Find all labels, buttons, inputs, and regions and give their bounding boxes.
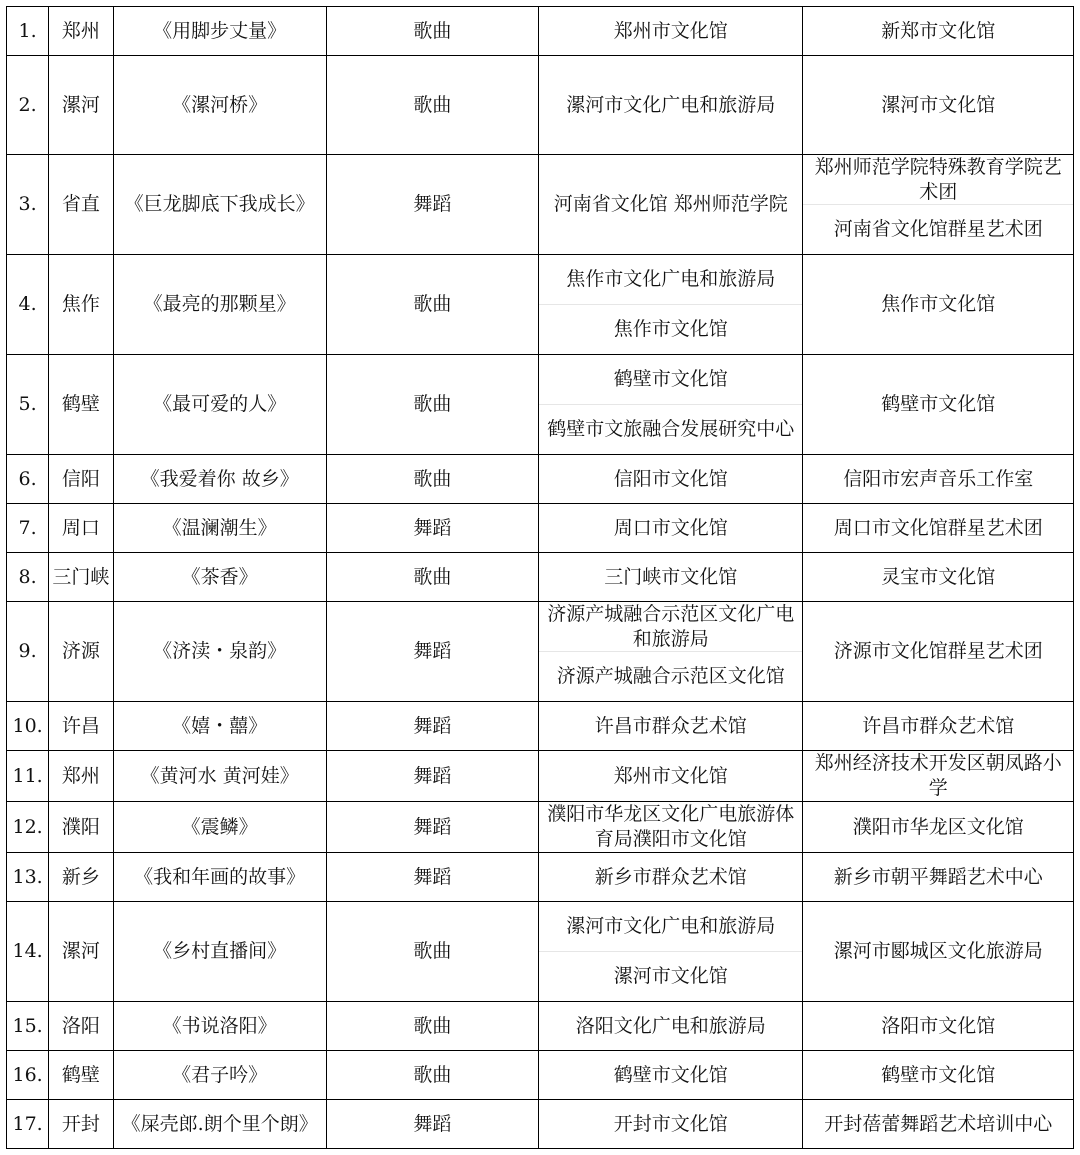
region-cell: 信阳 — [49, 455, 113, 504]
producer-cell-stack — [539, 602, 802, 701]
table-row — [7, 751, 1074, 802]
table-row — [7, 1100, 1074, 1149]
row-number: 9. — [7, 602, 49, 702]
region-cell: 漯河 — [49, 56, 113, 155]
table-row — [7, 504, 1074, 553]
table-row — [7, 7, 1074, 56]
producer-cell: 许昌市群众艺术馆 — [538, 702, 802, 751]
region-cell: 开封 — [49, 1100, 113, 1149]
work-type-cell: 歌曲 — [326, 1051, 538, 1100]
region-cell: 郑州 — [49, 7, 113, 56]
work-title-cell: 《屎壳郎.朗个里个朗》 — [113, 1100, 326, 1149]
row-number: 6. — [7, 455, 49, 504]
table-row — [7, 255, 1074, 355]
producer-cell: 郑州市文化馆 — [538, 7, 802, 56]
performer-cell: 洛阳市文化馆 — [803, 1002, 1074, 1051]
performer-cell: 周口市文化馆群星艺术团 — [803, 504, 1074, 553]
row-number: 17. — [7, 1100, 49, 1149]
performer-cell: 新郑市文化馆 — [803, 7, 1074, 56]
work-type-cell: 舞蹈 — [326, 853, 538, 902]
work-type-cell: 歌曲 — [326, 255, 538, 355]
work-title-cell: 《最可爱的人》 — [113, 355, 326, 455]
table-row — [7, 1002, 1074, 1051]
performer-cell: 开封蓓蕾舞蹈艺术培训中心 — [803, 1100, 1074, 1149]
work-type-cell: 歌曲 — [326, 7, 538, 56]
work-type-cell: 舞蹈 — [326, 504, 538, 553]
table-row — [7, 355, 1074, 455]
work-title-cell: 《嬉・囍》 — [113, 702, 326, 751]
producer-cell: 开封市文化馆 — [538, 1100, 802, 1149]
producer-cell-stack — [539, 355, 802, 454]
producer-entry: 焦作市文化广电和旅游局 — [566, 268, 776, 290]
region-cell: 周口 — [49, 504, 113, 553]
producer-cell-stack — [539, 902, 802, 1001]
region-cell: 三门峡 — [49, 553, 113, 602]
region-cell: 濮阳 — [49, 802, 113, 853]
producer-cell — [538, 355, 802, 455]
region-cell: 鹤壁 — [49, 355, 113, 455]
work-title-cell: 《最亮的那颗星》 — [113, 255, 326, 355]
producer-cell: 信阳市文化馆 — [538, 455, 802, 504]
producer-cell — [538, 255, 802, 355]
work-type-cell: 歌曲 — [326, 455, 538, 504]
producer-entry: 焦作市文化馆 — [539, 304, 802, 354]
work-title-cell: 《乡村直播间》 — [113, 902, 326, 1002]
row-number: 16. — [7, 1051, 49, 1100]
region-cell: 洛阳 — [49, 1002, 113, 1051]
region-cell: 焦作 — [49, 255, 113, 355]
row-number: 15. — [7, 1002, 49, 1051]
work-title-cell: 《漯河桥》 — [113, 56, 326, 155]
work-type-cell: 舞蹈 — [326, 1100, 538, 1149]
work-title-cell: 《温澜潮生》 — [113, 504, 326, 553]
performer-cell: 漯河市文化馆 — [803, 56, 1074, 155]
performer-cell: 济源市文化馆群星艺术团 — [803, 602, 1074, 702]
producer-cell — [538, 902, 802, 1002]
table-row — [7, 802, 1074, 853]
producer-entry: 鹤壁市文旅融合发展研究中心 — [539, 404, 802, 454]
table-row — [7, 602, 1074, 702]
table-row — [7, 1051, 1074, 1100]
performer-cell: 新乡市朝平舞蹈艺术中心 — [803, 853, 1074, 902]
region-cell: 新乡 — [49, 853, 113, 902]
region-cell: 漯河 — [49, 902, 113, 1002]
work-title-cell: 《黄河水 黄河娃》 — [113, 751, 326, 802]
work-type-cell: 歌曲 — [326, 553, 538, 602]
producer-cell: 周口市文化馆 — [538, 504, 802, 553]
producer-cell: 新乡市群众艺术馆 — [538, 853, 802, 902]
producer-entry: 鹤壁市文化馆 — [613, 368, 728, 390]
table-row — [7, 902, 1074, 1002]
producer-cell: 漯河市文化广电和旅游局 — [538, 56, 802, 155]
work-type-cell: 舞蹈 — [326, 155, 538, 255]
work-title-cell: 《震鳞》 — [113, 802, 326, 853]
work-type-cell: 舞蹈 — [326, 702, 538, 751]
works-table — [6, 6, 1074, 1149]
row-number: 8. — [7, 553, 49, 602]
work-title-cell: 《巨龙脚底下我成长》 — [113, 155, 326, 255]
work-title-cell: 《书说洛阳》 — [113, 1002, 326, 1051]
row-number: 12. — [7, 802, 49, 853]
performer-cell: 濮阳市华龙区文化馆 — [803, 802, 1074, 853]
row-number: 14. — [7, 902, 49, 1002]
work-type-cell: 舞蹈 — [326, 751, 538, 802]
table-row — [7, 56, 1074, 155]
work-title-cell: 《用脚步丈量》 — [113, 7, 326, 56]
row-number: 11. — [7, 751, 49, 802]
producer-entry: 济源产城融合示范区文化广电和旅游局 — [547, 602, 795, 650]
work-title-cell: 《我和年画的故事》 — [113, 853, 326, 902]
producer-cell: 洛阳文化广电和旅游局 — [538, 1002, 802, 1051]
performer-cell: 许昌市群众艺术馆 — [803, 702, 1074, 751]
table-row — [7, 455, 1074, 504]
work-type-cell: 歌曲 — [326, 902, 538, 1002]
performer-cell: 焦作市文化馆 — [803, 255, 1074, 355]
performer-cell: 郑州经济技术开发区朝凤路小学 — [803, 751, 1074, 802]
row-number: 13. — [7, 853, 49, 902]
performer-cell: 鹤壁市文化馆 — [803, 355, 1074, 455]
performer-entry: 河南省文化馆群星艺术团 — [803, 204, 1073, 254]
row-number: 1. — [7, 7, 49, 56]
table-row — [7, 853, 1074, 902]
region-cell: 鹤壁 — [49, 1051, 113, 1100]
producer-cell: 河南省文化馆 郑州师范学院 — [538, 155, 802, 255]
producer-cell: 郑州市文化馆 — [538, 751, 802, 802]
row-number: 2. — [7, 56, 49, 155]
work-type-cell: 舞蹈 — [326, 602, 538, 702]
region-cell: 许昌 — [49, 702, 113, 751]
producer-cell-stack — [539, 255, 802, 354]
table-body — [7, 7, 1074, 1149]
row-number: 3. — [7, 155, 49, 255]
producer-entry: 济源产城融合示范区文化馆 — [539, 651, 802, 701]
work-title-cell: 《君子吟》 — [113, 1051, 326, 1100]
row-number: 4. — [7, 255, 49, 355]
producer-entry: 漯河市文化馆 — [539, 951, 802, 1001]
producer-cell: 濮阳市华龙区文化广电旅游体育局濮阳市文化馆 — [538, 802, 802, 853]
table-row — [7, 702, 1074, 751]
region-cell: 济源 — [49, 602, 113, 702]
producer-entry: 漯河市文化广电和旅游局 — [566, 915, 776, 937]
performer-cell: 信阳市宏声音乐工作室 — [803, 455, 1074, 504]
performer-cell: 鹤壁市文化馆 — [803, 1051, 1074, 1100]
table-row — [7, 155, 1074, 255]
work-type-cell: 歌曲 — [326, 56, 538, 155]
row-number: 10. — [7, 702, 49, 751]
producer-cell — [538, 602, 802, 702]
region-cell: 郑州 — [49, 751, 113, 802]
performer-cell: 漯河市郾城区文化旅游局 — [803, 902, 1074, 1002]
row-number: 5. — [7, 355, 49, 455]
row-number: 7. — [7, 504, 49, 553]
performer-cell-stack — [803, 155, 1073, 254]
producer-cell: 鹤壁市文化馆 — [538, 1051, 802, 1100]
work-title-cell: 《茶香》 — [113, 553, 326, 602]
region-cell: 省直 — [49, 155, 113, 255]
performer-cell — [803, 155, 1074, 255]
work-type-cell: 歌曲 — [326, 355, 538, 455]
producer-cell: 三门峡市文化馆 — [538, 553, 802, 602]
work-title-cell: 《我爱着你 故乡》 — [113, 455, 326, 504]
work-type-cell: 舞蹈 — [326, 802, 538, 853]
performer-cell: 灵宝市文化馆 — [803, 553, 1074, 602]
work-type-cell: 歌曲 — [326, 1002, 538, 1051]
table-row — [7, 553, 1074, 602]
performer-entry: 郑州师范学院特殊教育学院艺术团 — [814, 155, 1062, 203]
work-title-cell: 《济渎・泉韵》 — [113, 602, 326, 702]
